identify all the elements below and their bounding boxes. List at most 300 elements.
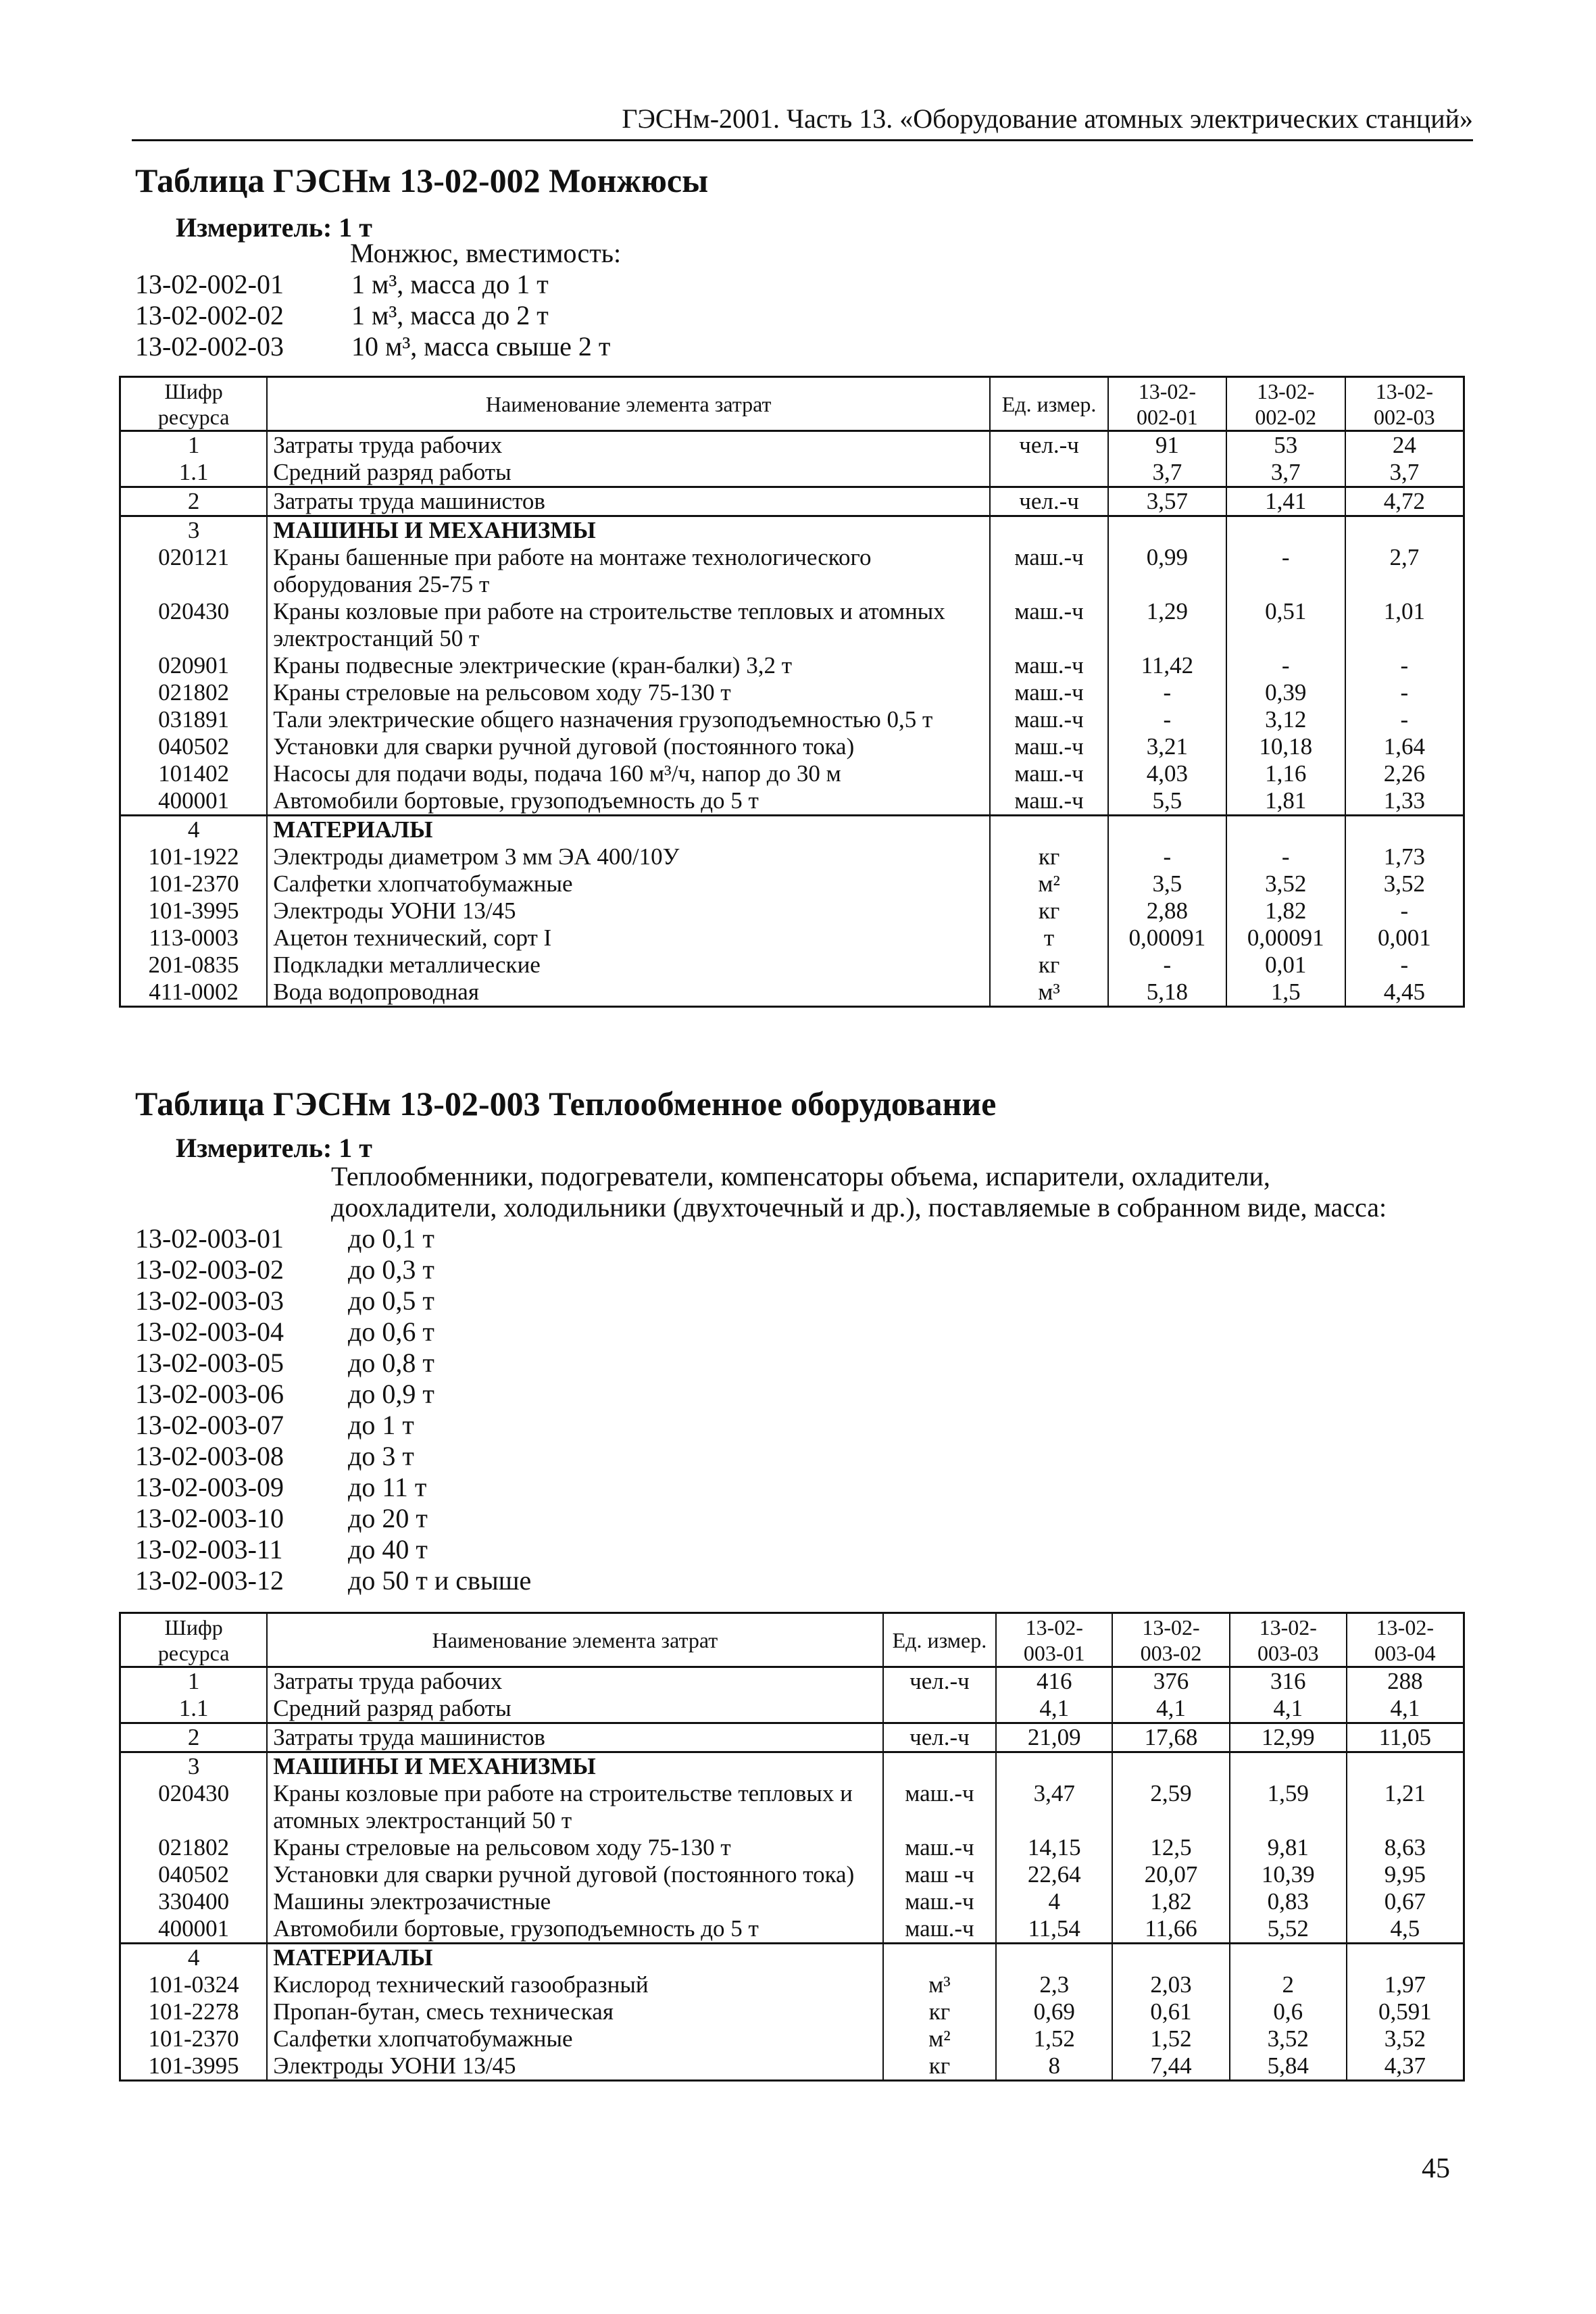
value-cell: 21,09 — [996, 1723, 1112, 1752]
code-row — [135, 1285, 531, 1316]
value-cell: 1,82 — [1112, 1888, 1230, 1915]
table-row — [120, 487, 1464, 516]
page-header: ГЭСНм-2001. Часть 13. «Оборудование атомных электрических станций» — [132, 101, 1473, 141]
unit-cell: маш -ч — [883, 1861, 997, 1888]
cost-element-name: Салфетки хлопчатобумажные — [267, 870, 990, 897]
table2-grid — [119, 1612, 1465, 2082]
value-cell: 11,42 — [1108, 652, 1226, 679]
value-cell: 3,52 — [1345, 870, 1464, 897]
table-row — [120, 1834, 1464, 1861]
header-col: 13-02- 002-01 — [1108, 377, 1226, 431]
resource-code: 021802 — [120, 679, 268, 706]
table-row — [120, 1915, 1464, 1944]
value-cell: - — [1108, 679, 1226, 706]
code-label: 13-02-003-05 — [135, 1348, 284, 1378]
value-cell: 0,00091 — [1108, 925, 1226, 952]
value-cell: - — [1226, 843, 1345, 870]
resource-code: 101-2370 — [120, 870, 268, 897]
value-cell: 1,52 — [996, 2025, 1112, 2052]
code-desc: до 0,6 т — [348, 1316, 434, 1347]
table-row — [120, 1998, 1464, 2025]
resource-code: 020901 — [120, 652, 268, 679]
unit-cell — [990, 459, 1108, 487]
code-row — [135, 1316, 531, 1348]
code-row — [135, 1254, 531, 1285]
resource-code: 101-2370 — [120, 2025, 268, 2052]
table-row — [120, 431, 1464, 460]
code-label: 13-02-003-06 — [135, 1379, 284, 1409]
cost-element-name: Машины электрозачистные — [267, 1888, 882, 1915]
value-cell: 0,39 — [1226, 679, 1345, 706]
code-desc: до 3 т — [348, 1441, 414, 1471]
unit-cell: чел.-ч — [990, 431, 1108, 460]
value-cell: 2 — [1230, 1971, 1347, 1998]
table-row — [120, 516, 1464, 545]
table-row — [120, 1971, 1464, 1998]
resource-code: 040502 — [120, 1861, 268, 1888]
value-cell: 5,18 — [1108, 979, 1226, 1007]
table-row — [120, 544, 1464, 598]
cost-element-name: Краны стреловые на рельсовом ходу 75-130 т — [267, 679, 990, 706]
table-row — [120, 598, 1464, 652]
table-row — [120, 1780, 1464, 1834]
value-cell — [996, 1944, 1112, 1972]
code-row — [135, 1223, 531, 1254]
table-row — [120, 679, 1464, 706]
cost-element-name: МАТЕРИАЛЫ — [267, 1944, 882, 1972]
header-col: 13-02- 003-04 — [1347, 1613, 1464, 1667]
code-row — [135, 1441, 531, 1472]
header-shifr: Шифр ресурса — [120, 377, 268, 431]
table-row — [120, 1861, 1464, 1888]
resource-code: 4 — [120, 1944, 268, 1972]
table-row — [120, 1888, 1464, 1915]
code-label: 13-02-002-02 — [135, 300, 284, 330]
cost-element-name: Средний разряд работы — [267, 1695, 882, 1723]
resource-code: 021802 — [120, 1834, 268, 1861]
value-cell: - — [1226, 544, 1345, 598]
cost-element-name: Салфетки хлопчатобумажные — [267, 2025, 882, 2052]
value-cell: 0,001 — [1345, 925, 1464, 952]
table-row — [120, 925, 1464, 952]
code-desc: до 40 т — [348, 1534, 428, 1565]
cost-element-name: Электроды УОНИ 13/45 — [267, 897, 990, 925]
table-row — [120, 1667, 1464, 1696]
value-cell: 0,00091 — [1226, 925, 1345, 952]
value-cell: 9,81 — [1230, 1834, 1347, 1861]
value-cell: 8 — [996, 2052, 1112, 2081]
value-cell: 53 — [1226, 431, 1345, 460]
header-col: 13-02- 003-02 — [1112, 1613, 1230, 1667]
unit-cell: маш.-ч — [990, 598, 1108, 652]
value-cell: 1,01 — [1345, 598, 1464, 652]
value-cell: - — [1108, 843, 1226, 870]
value-cell: 0,67 — [1347, 1888, 1464, 1915]
unit-cell: маш.-ч — [883, 1834, 997, 1861]
cost-element-name: Затраты труда машинистов — [267, 1723, 882, 1752]
cost-element-name: Ацетон технический, сорт I — [267, 925, 990, 952]
value-cell: 3,47 — [996, 1780, 1112, 1834]
resource-code: 101402 — [120, 760, 268, 787]
value-cell: 14,15 — [996, 1834, 1112, 1861]
value-cell: 5,52 — [1230, 1915, 1347, 1944]
value-cell: 4,1 — [1230, 1695, 1347, 1723]
value-cell: 3,12 — [1226, 706, 1345, 733]
value-cell: 11,05 — [1347, 1723, 1464, 1752]
unit-cell: м³ — [883, 1971, 997, 1998]
cost-element-name: МАШИНЫ И МЕХАНИЗМЫ — [267, 516, 990, 545]
code-desc: 1 м³, масса до 1 т — [351, 269, 549, 299]
resource-code: 1.1 — [120, 1695, 268, 1723]
cost-element-name: Затраты труда рабочих — [267, 431, 990, 460]
value-cell: 20,07 — [1112, 1861, 1230, 1888]
resource-code: 101-3995 — [120, 2052, 268, 2081]
value-cell: 4,45 — [1345, 979, 1464, 1007]
resource-code: 2 — [120, 487, 268, 516]
header-unit: Ед. измер. — [883, 1613, 997, 1667]
header-col: 13-02- 002-03 — [1345, 377, 1464, 431]
value-cell: 4,03 — [1108, 760, 1226, 787]
code-row — [135, 1348, 531, 1379]
value-cell: - — [1345, 952, 1464, 979]
value-cell — [1345, 516, 1464, 545]
code-desc: до 50 т и свыше — [348, 1565, 532, 1596]
unit-cell: маш.-ч — [990, 652, 1108, 679]
header-shifr: Шифр ресурса — [120, 1613, 268, 1667]
unit-cell: кг — [883, 1998, 997, 2025]
value-cell: 1,16 — [1226, 760, 1345, 787]
cost-element-name: Автомобили бортовые, грузоподъемность до 5 т — [267, 1915, 882, 1944]
cost-element-name: Установки для сварки ручной дуговой (постоянного тока) — [267, 733, 990, 760]
value-cell — [1347, 1944, 1464, 1972]
resource-code: 020430 — [120, 598, 268, 652]
value-cell: - — [1345, 652, 1464, 679]
table1-body — [120, 431, 1464, 1007]
table-row — [120, 1752, 1464, 1781]
table-row — [120, 706, 1464, 733]
unit-cell — [883, 1944, 997, 1972]
resource-code: 330400 — [120, 1888, 268, 1915]
value-cell — [1108, 516, 1226, 545]
resource-code: 4 — [120, 816, 268, 844]
value-cell — [996, 1752, 1112, 1781]
cost-element-name: МАТЕРИАЛЫ — [267, 816, 990, 844]
value-cell: 5,84 — [1230, 2052, 1347, 2081]
value-cell: 4,37 — [1347, 2052, 1464, 2081]
value-cell: 3,52 — [1226, 870, 1345, 897]
cost-element-name: Кислород технический газообразный — [267, 1971, 882, 1998]
resource-code: 101-2278 — [120, 1998, 268, 2025]
table1-measure: Измеритель: 1 т — [176, 212, 372, 243]
table2-title: Таблица ГЭСНм 13-02-003 Теплообменное оборудование — [135, 1085, 997, 1123]
code-desc: до 11 т — [348, 1472, 427, 1502]
value-cell: 4 — [996, 1888, 1112, 1915]
value-cell: 3,7 — [1345, 459, 1464, 487]
header-col: 13-02- 003-01 — [996, 1613, 1112, 1667]
code-label: 13-02-003-07 — [135, 1410, 284, 1440]
cost-element-name: Электроды УОНИ 13/45 — [267, 2052, 882, 2081]
value-cell: 1,33 — [1345, 787, 1464, 816]
unit-cell: м³ — [990, 979, 1108, 1007]
table-row — [120, 1944, 1464, 1972]
unit-cell: кг — [990, 897, 1108, 925]
unit-cell — [990, 516, 1108, 545]
table-row — [120, 1695, 1464, 1723]
code-desc: 1 м³, масса до 2 т — [351, 300, 549, 330]
table-row — [120, 979, 1464, 1007]
value-cell: - — [1226, 652, 1345, 679]
value-cell: 0,61 — [1112, 1998, 1230, 2025]
cost-element-name: Затраты труда машинистов — [267, 487, 990, 516]
code-label: 13-02-002-01 — [135, 269, 284, 299]
table1-intro: Монжюс, вместимость: — [350, 238, 622, 268]
value-cell: 4,1 — [996, 1695, 1112, 1723]
value-cell: 3,57 — [1108, 487, 1226, 516]
value-cell: - — [1345, 706, 1464, 733]
code-label: 13-02-003-09 — [135, 1472, 284, 1502]
table-row — [120, 897, 1464, 925]
cost-element-name: МАШИНЫ И МЕХАНИЗМЫ — [267, 1752, 882, 1781]
unit-cell: маш.-ч — [883, 1888, 997, 1915]
cost-element-name: Краны козловые при работе на строительстве тепловых и атомных электростанций 50 т — [267, 598, 990, 652]
resource-code: 101-0324 — [120, 1971, 268, 1998]
code-label: 13-02-002-03 — [135, 331, 284, 362]
value-cell: 4,1 — [1347, 1695, 1464, 1723]
value-cell: 24 — [1345, 431, 1464, 460]
table-row — [120, 816, 1464, 844]
value-cell: 2,26 — [1345, 760, 1464, 787]
code-label: 13-02-003-02 — [135, 1254, 284, 1285]
value-cell: 2,59 — [1112, 1780, 1230, 1834]
value-cell: 3,7 — [1108, 459, 1226, 487]
resource-code: 113-0003 — [120, 925, 268, 952]
value-cell: 1,52 — [1112, 2025, 1230, 2052]
value-cell: 2,3 — [996, 1971, 1112, 1998]
unit-cell: чел.-ч — [883, 1723, 997, 1752]
value-cell: 288 — [1347, 1667, 1464, 1696]
cost-element-name: Тали электрические общего назначения грузоподъемностью 0,5 т — [267, 706, 990, 733]
value-cell: 1,5 — [1226, 979, 1345, 1007]
code-label: 13-02-003-01 — [135, 1223, 284, 1254]
value-cell: 11,54 — [996, 1915, 1112, 1944]
unit-cell — [883, 1695, 997, 1723]
value-cell: 5,5 — [1108, 787, 1226, 816]
value-cell: 4,1 — [1112, 1695, 1230, 1723]
cost-element-name: Краны стреловые на рельсовом ходу 75-130 т — [267, 1834, 882, 1861]
value-cell — [1112, 1944, 1230, 1972]
value-cell: 7,44 — [1112, 2052, 1230, 2081]
intro-line: Теплообменники, подогреватели, компенсаторы объема, испарители, охладители, — [331, 1161, 1270, 1191]
value-cell: 91 — [1108, 431, 1226, 460]
cost-element-name: Подкладки металлические — [267, 952, 990, 979]
value-cell: 4,5 — [1347, 1915, 1464, 1944]
value-cell: 3,52 — [1230, 2025, 1347, 2052]
value-cell — [1226, 816, 1345, 844]
value-cell — [1230, 1944, 1347, 1972]
value-cell: 1,81 — [1226, 787, 1345, 816]
value-cell: - — [1108, 706, 1226, 733]
code-label: 13-02-003-11 — [135, 1534, 283, 1565]
header-col: 13-02- 002-02 — [1226, 377, 1345, 431]
value-cell: 1,21 — [1347, 1780, 1464, 1834]
resource-code: 020430 — [120, 1780, 268, 1834]
code-row — [135, 1410, 531, 1441]
cost-element-name: Автомобили бортовые, грузоподъемность до 5 т — [267, 787, 990, 816]
code-row — [135, 331, 610, 362]
intro-line: доохладители, холодильники (двухточечный и др.), поставляемые в собранном виде, масса: — [331, 1192, 1387, 1223]
code-label: 13-02-003-03 — [135, 1285, 284, 1316]
table-row — [120, 2025, 1464, 2052]
code-desc: до 0,3 т — [348, 1254, 434, 1285]
value-cell: 316 — [1230, 1667, 1347, 1696]
unit-cell: кг — [883, 2052, 997, 2081]
value-cell: 1,64 — [1345, 733, 1464, 760]
table2-codes — [135, 1223, 531, 1596]
value-cell: 1,59 — [1230, 1780, 1347, 1834]
cost-element-name: Затраты труда рабочих — [267, 1667, 882, 1696]
table2-body — [120, 1667, 1464, 2081]
value-cell: 2,7 — [1345, 544, 1464, 598]
table-row — [120, 952, 1464, 979]
value-cell: 376 — [1112, 1667, 1230, 1696]
unit-cell: маш.-ч — [990, 787, 1108, 816]
resource-code: 3 — [120, 1752, 268, 1781]
table-row — [120, 870, 1464, 897]
value-cell: 11,66 — [1112, 1915, 1230, 1944]
value-cell: 0,591 — [1347, 1998, 1464, 2025]
unit-cell: маш.-ч — [990, 544, 1108, 598]
cost-element-name: Краны козловые при работе на строительстве тепловых и атомных электростанций 50 т — [267, 1780, 882, 1834]
code-desc: до 0,9 т — [348, 1379, 434, 1409]
table1-codes — [135, 269, 610, 362]
resource-code: 1.1 — [120, 459, 268, 487]
value-cell: 3,7 — [1226, 459, 1345, 487]
value-cell: 2,03 — [1112, 1971, 1230, 1998]
value-cell: 9,95 — [1347, 1861, 1464, 1888]
unit-cell: чел.-ч — [883, 1667, 997, 1696]
table-row — [120, 652, 1464, 679]
value-cell: 3,52 — [1347, 2025, 1464, 2052]
cost-element-name: Вода водопроводная — [267, 979, 990, 1007]
value-cell: 4,72 — [1345, 487, 1464, 516]
value-cell: 0,83 — [1230, 1888, 1347, 1915]
value-cell — [1112, 1752, 1230, 1781]
resource-code: 101-1922 — [120, 843, 268, 870]
table2-intro — [331, 1161, 1514, 1223]
cost-element-name: Краны подвесные электрические (кран-балки) 3,2 т — [267, 652, 990, 679]
value-cell: 22,64 — [996, 1861, 1112, 1888]
cost-element-name: Насосы для подачи воды, подача 160 м³/ч, напор до 30 м — [267, 760, 990, 787]
resource-code: 201-0835 — [120, 952, 268, 979]
code-desc: до 0,5 т — [348, 1285, 434, 1316]
resource-code: 101-3995 — [120, 897, 268, 925]
table2-measure: Измеритель: 1 т — [176, 1133, 372, 1163]
code-label: 13-02-003-10 — [135, 1503, 284, 1533]
code-row — [135, 1503, 531, 1534]
resource-code: 040502 — [120, 733, 268, 760]
value-cell: 8,63 — [1347, 1834, 1464, 1861]
code-label: 13-02-003-08 — [135, 1441, 284, 1471]
resource-code: 411-0002 — [120, 979, 268, 1007]
value-cell: 10,39 — [1230, 1861, 1347, 1888]
resource-code: 1 — [120, 431, 268, 460]
code-desc: до 0,8 т — [348, 1348, 434, 1378]
unit-cell: маш.-ч — [990, 679, 1108, 706]
header-unit: Ед. измер. — [990, 377, 1108, 431]
value-cell: 17,68 — [1112, 1723, 1230, 1752]
code-desc: 10 м³, масса свыше 2 т — [351, 331, 611, 362]
value-cell: 0,6 — [1230, 1998, 1347, 2025]
header-name: Наименование элемента затрат — [267, 1613, 882, 1667]
code-desc: до 1 т — [348, 1410, 414, 1440]
value-cell: 10,18 — [1226, 733, 1345, 760]
resource-code: 020121 — [120, 544, 268, 598]
table-row — [120, 1723, 1464, 1752]
header-name: Наименование элемента затрат — [267, 377, 990, 431]
value-cell: - — [1345, 679, 1464, 706]
unit-cell: маш.-ч — [990, 706, 1108, 733]
header-col: 13-02- 003-03 — [1230, 1613, 1347, 1667]
table-row — [120, 843, 1464, 870]
value-cell: 3,21 — [1108, 733, 1226, 760]
unit-cell: маш.-ч — [990, 760, 1108, 787]
value-cell: - — [1108, 952, 1226, 979]
unit-cell: маш.-ч — [990, 733, 1108, 760]
resource-code: 400001 — [120, 1915, 268, 1944]
code-label: 13-02-003-04 — [135, 1316, 284, 1347]
value-cell: 12,5 — [1112, 1834, 1230, 1861]
resource-code: 1 — [120, 1667, 268, 1696]
resource-code: 3 — [120, 516, 268, 545]
resource-code: 2 — [120, 1723, 268, 1752]
unit-cell — [883, 1752, 997, 1781]
code-desc: до 0,1 т — [348, 1223, 434, 1254]
table1-grid — [119, 376, 1465, 1008]
resource-code: 400001 — [120, 787, 268, 816]
value-cell: 1,97 — [1347, 1971, 1464, 1998]
value-cell: 12,99 — [1230, 1723, 1347, 1752]
value-cell: 0,01 — [1226, 952, 1345, 979]
unit-cell — [990, 816, 1108, 844]
unit-cell: маш.-ч — [883, 1780, 997, 1834]
value-cell: 0,51 — [1226, 598, 1345, 652]
value-cell — [1347, 1752, 1464, 1781]
value-cell: 0,99 — [1108, 544, 1226, 598]
value-cell — [1226, 516, 1345, 545]
value-cell: 1,41 — [1226, 487, 1345, 516]
cost-element-name: Пропан-бутан, смесь техническая — [267, 1998, 882, 2025]
table-row — [120, 733, 1464, 760]
value-cell: 1,29 — [1108, 598, 1226, 652]
code-row — [135, 1534, 531, 1565]
code-row — [135, 1565, 531, 1596]
table-row — [120, 760, 1464, 787]
value-cell — [1230, 1752, 1347, 1781]
unit-cell: м² — [990, 870, 1108, 897]
unit-cell: чел.-ч — [990, 487, 1108, 516]
table-row — [120, 787, 1464, 816]
code-desc: до 20 т — [348, 1503, 428, 1533]
value-cell — [1345, 816, 1464, 844]
table-row — [120, 459, 1464, 487]
value-cell: 2,88 — [1108, 897, 1226, 925]
unit-cell: кг — [990, 843, 1108, 870]
value-cell — [1108, 816, 1226, 844]
cost-element-name: Средний разряд работы — [267, 459, 990, 487]
value-cell: 3,5 — [1108, 870, 1226, 897]
unit-cell: маш.-ч — [883, 1915, 997, 1944]
unit-cell: м² — [883, 2025, 997, 2052]
